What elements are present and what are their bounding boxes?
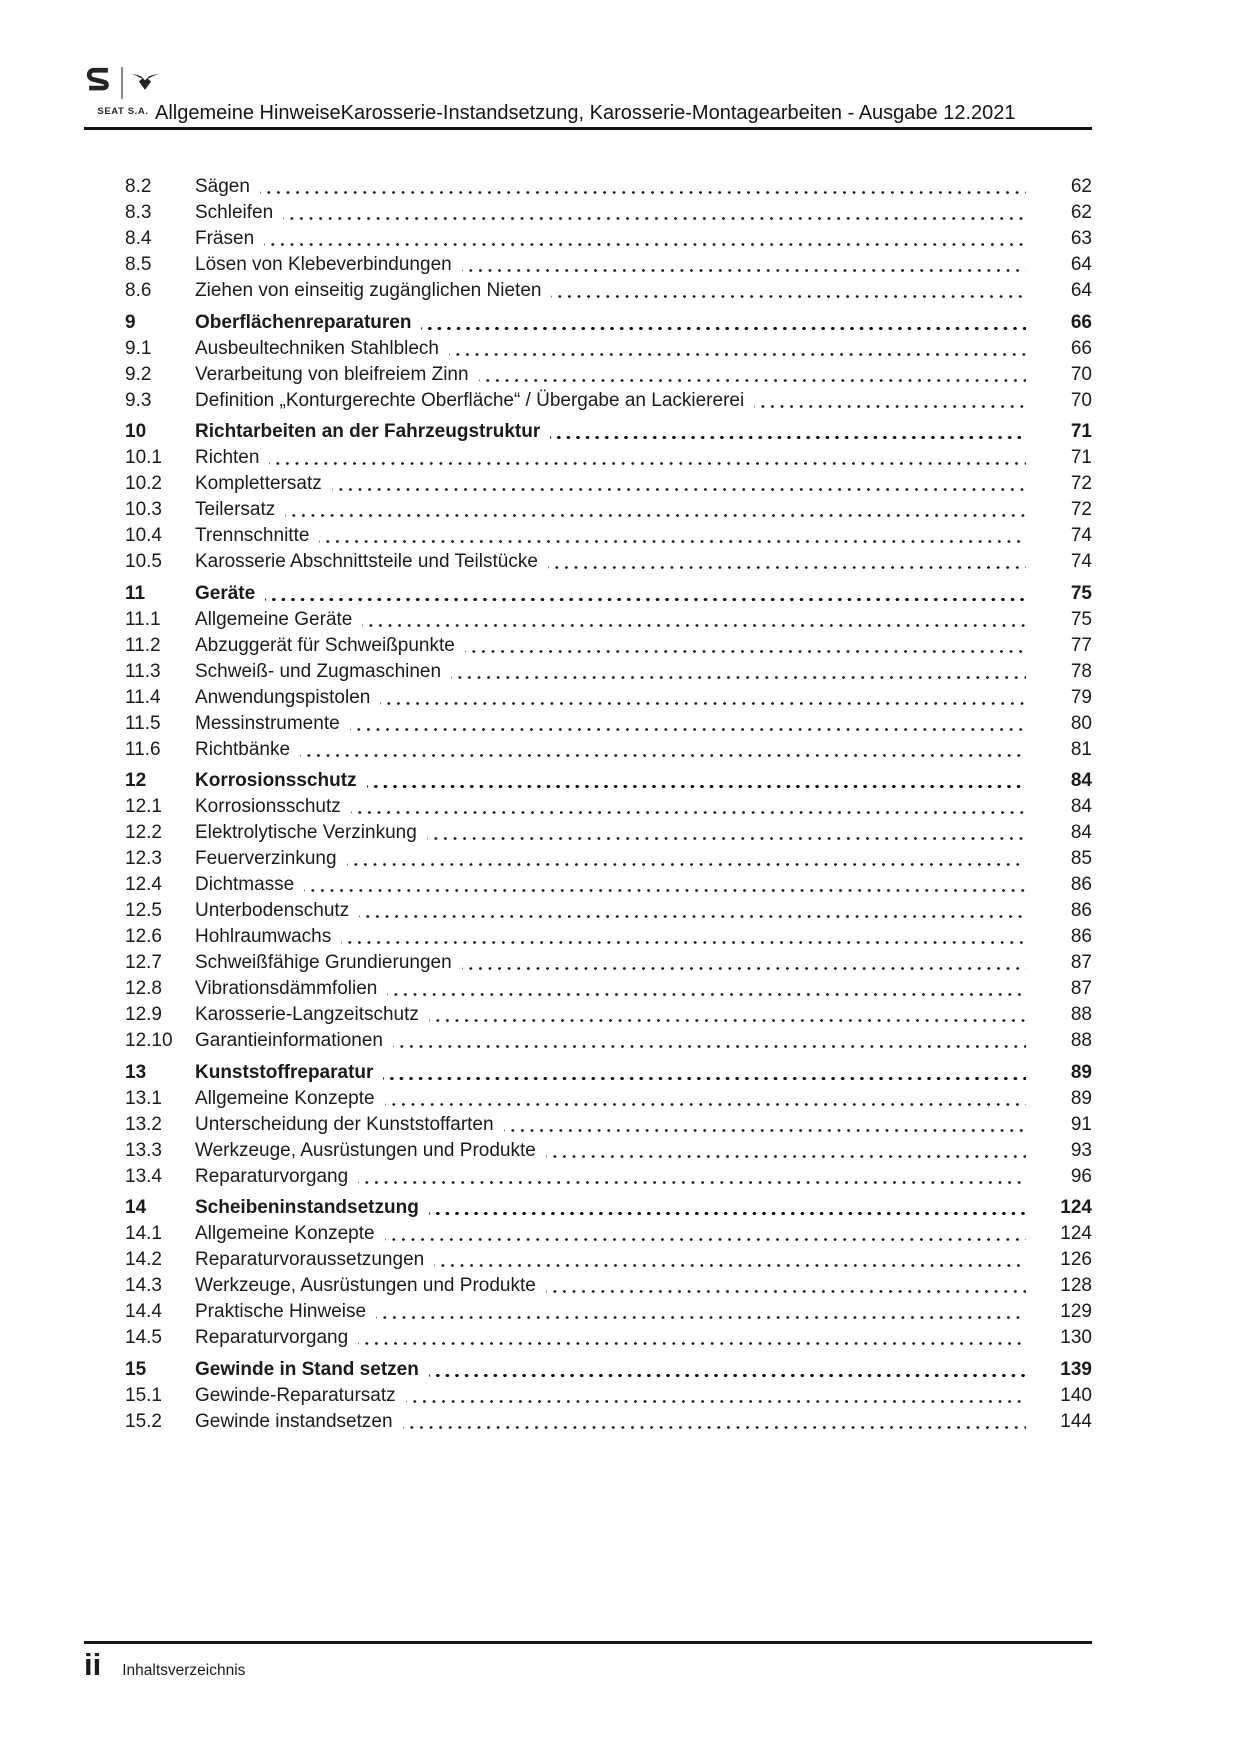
toc-dot-leader [434,1247,1026,1273]
brand-name: SEAT S.A. [97,106,149,117]
toc-row [125,1002,1092,1028]
toc-entry-title: Kunststoffreparatur [195,1061,374,1083]
toc-dot-leader [429,1195,1026,1221]
toc-row [125,200,1092,226]
toc-row [125,1195,1092,1221]
toc-entry-title: Ausbeultechniken Stahlblech [195,337,440,359]
toc-dot-leader [332,471,1026,497]
toc-entry-title: Schweißfähige Grundierungen [195,952,452,973]
toc-entry-page: 75 [1070,608,1092,630]
toc-entry-page: 72 [1070,499,1092,520]
toc-dot-leader [362,607,1026,633]
toc-entry-page: 89 [1070,1061,1092,1083]
toc-entry-number: 12.5 [125,900,162,921]
toc-entry-page: 129 [1060,1301,1092,1322]
toc-entry-number: 11.3 [125,660,161,682]
toc-entry-page: 96 [1070,1165,1092,1187]
toc-row [125,581,1092,607]
toc-row [125,1112,1092,1138]
toc-entry-title: Trennschnitte [195,525,310,546]
toc-row [125,1247,1092,1273]
toc-entry-page: 66 [1070,337,1092,359]
toc-row [125,607,1092,633]
toc-dot-leader [380,685,1026,711]
toc-entry-number: 15.2 [125,1410,162,1432]
toc-row [125,226,1092,252]
toc-dot-leader [367,768,1026,794]
toc-row [125,768,1092,794]
toc-entry-title: Gewinde instandsetzen [195,1410,393,1432]
toc-entry-title: Dichtmasse [195,874,295,895]
toc-entry-title: Sägen [195,176,250,197]
toc-row [125,1028,1092,1054]
toc-dot-leader [406,1383,1026,1409]
logo-divider [121,67,123,99]
toc-row [125,1325,1092,1351]
toc-entry-page: 79 [1070,686,1092,708]
toc-entry-page: 74 [1070,551,1092,572]
toc-entry-number: 15.1 [125,1384,162,1406]
toc-entry-title: Gewinde-Reparatursatz [195,1384,396,1406]
toc-entry-number: 12.8 [125,978,162,999]
toc-entry-page: 84 [1070,770,1092,791]
toc-row [125,278,1092,304]
toc-entry-title: Abzuggerät für Schweißpunkte [195,634,455,656]
toc-dot-leader [754,388,1026,414]
toc-dot-leader [359,898,1026,924]
toc-row [125,497,1092,523]
toc-entry-title: Verarbeitung von bleifreiem Zinn [195,363,469,385]
toc-dot-leader [462,252,1026,278]
toc-entry-page: 88 [1070,1004,1092,1025]
cupra-logo [130,66,160,101]
toc-dot-leader [462,950,1026,976]
toc-dot-leader [548,549,1026,575]
toc-entry-page: 86 [1070,900,1092,921]
toc-entry-number: 14.3 [125,1275,162,1296]
toc-entry-page: 75 [1070,582,1092,604]
toc-entry-title: Richtarbeiten an der Fahrzeugstruktur [195,421,541,442]
toc-entry-page: 62 [1070,202,1092,223]
toc-dot-leader [427,820,1026,846]
toc-entry-number: 8.2 [125,176,152,197]
toc-row [125,174,1092,200]
toc-dot-leader [551,278,1026,304]
toc-entry-title: Korrosionsschutz [195,796,341,817]
toc-entry-page: 93 [1070,1139,1092,1161]
toc-list [125,174,1092,1435]
toc-entry-page: 124 [1060,1223,1092,1244]
toc-row [125,523,1092,549]
toc-entry-title: Allgemeine Konzepte [195,1087,375,1109]
toc-entry-page: 124 [1060,1197,1092,1218]
toc-entry-page: 140 [1060,1384,1092,1406]
toc-entry-page: 71 [1070,447,1092,468]
toc-row [125,737,1092,763]
toc-entry-title: Korrosionsschutz [195,770,357,791]
toc-entry-number: 10 [125,421,147,442]
toc-entry-number: 12.3 [125,848,162,869]
toc-entry-page: 62 [1070,176,1092,197]
toc-dot-leader [479,362,1026,388]
toc-entry-title: Werkzeuge, Ausrüstungen und Produkte [195,1275,536,1296]
toc-dot-leader [265,581,1026,607]
toc-entry-title: Praktische Hinweise [195,1301,367,1322]
toc-entry-number: 13.1 [125,1087,162,1109]
toc-entry-page: 88 [1070,1030,1092,1051]
toc-entry-page: 91 [1070,1113,1092,1135]
toc-row [125,1086,1092,1112]
toc-entry-number: 9.2 [125,363,152,385]
toc-entry-number: 10.3 [125,499,162,520]
toc-row [125,471,1092,497]
toc-entry-title: Scheibeninstandsetzung [195,1197,419,1218]
toc-entry-title: Allgemeine Geräte [195,608,353,630]
toc-entry-title: Schweiß- und Zugmaschinen [195,660,442,682]
toc-dot-leader [300,737,1026,763]
toc-dot-leader [387,976,1026,1002]
toc-dot-leader [376,1299,1026,1325]
page-footer [84,1648,245,1682]
toc-entry-title: Fräsen [195,228,255,249]
toc-entry-number: 9 [125,311,136,333]
seat-logo [84,66,114,101]
toc-entry-title: Reparaturvoraussetzungen [195,1249,425,1270]
toc-entry-number: 15 [125,1358,147,1380]
toc-row [125,872,1092,898]
toc-entry-number: 10.5 [125,551,162,572]
toc-entry-number: 11.5 [125,712,161,734]
toc-entry-number: 14.5 [125,1327,162,1348]
toc-dot-leader [393,1028,1026,1054]
toc-entry-title: Lösen von Klebeverbindungen [195,254,452,275]
toc-row [125,549,1092,575]
toc-entry-title: Karosserie-Langzeitschutz [195,1004,419,1025]
toc-entry-number: 14.2 [125,1249,162,1270]
toc-entry-page: 80 [1070,712,1092,734]
toc-entry-title: Ziehen von einseitig zugänglichen Nieten [195,280,542,301]
toc-row [125,794,1092,820]
toc-entry-title: Richtbänke [195,738,291,760]
toc-row [125,1138,1092,1164]
toc-entry-page: 78 [1070,660,1092,682]
toc-dot-leader [385,1086,1026,1112]
toc-row [125,1060,1092,1086]
brand-logos [84,64,162,102]
toc-entry-number: 12 [125,770,147,791]
toc-entry-title: Komplettersatz [195,473,322,494]
toc-dot-leader [347,846,1026,872]
toc-entry-number: 13.4 [125,1165,162,1187]
toc-dot-leader [385,1221,1026,1247]
toc-entry-number: 12.4 [125,874,162,895]
toc-dot-leader [319,523,1026,549]
toc-entry-page: 64 [1070,254,1092,275]
toc-entry-number: 10.4 [125,525,162,546]
toc-row [125,820,1092,846]
toc-entry-number: 13.2 [125,1113,162,1135]
toc-row [125,1409,1092,1435]
toc-entry-number: 12.1 [125,796,162,817]
toc-dot-leader [403,1409,1026,1435]
toc-row [125,685,1092,711]
toc-entry-number: 8.5 [125,254,152,275]
toc-row [125,711,1092,737]
toc-row [125,336,1092,362]
toc-entry-number: 12.6 [125,926,162,947]
toc-dot-leader [341,924,1026,950]
toc-entry-number: 14.4 [125,1301,162,1322]
toc-entry-title: Geräte [195,582,256,604]
toc-entry-number: 12.2 [125,822,162,843]
toc-row [125,898,1092,924]
toc-entry-page: 144 [1060,1410,1092,1432]
toc-entry-page: 74 [1070,525,1092,546]
toc-dot-leader [260,174,1026,200]
toc-entry-page: 87 [1070,952,1092,973]
toc-entry-page: 70 [1070,363,1092,385]
toc-entry-number: 8.4 [125,228,152,249]
toc-entry-title: Vibrationsdämmfolien [195,978,378,999]
toc-row [125,846,1092,872]
toc-entry-page: 63 [1070,228,1092,249]
toc-row [125,1164,1092,1190]
footer-rule [84,1641,1092,1644]
toc-entry-page: 86 [1070,926,1092,947]
toc-entry-number: 12.10 [125,1030,173,1051]
toc-dot-leader [421,310,1026,336]
toc-entry-number: 14 [125,1197,147,1218]
toc-row [125,924,1092,950]
toc-entry-title: Reparaturvorgang [195,1165,349,1187]
toc-dot-leader [264,226,1026,252]
toc-entry-title: Werkzeuge, Ausrüstungen und Produkte [195,1139,536,1161]
footer-section-label: Inhaltsverzeichnis [122,1662,246,1679]
toc-entry-title: Hohlraumwachs [195,926,332,947]
toc-entry-page: 86 [1070,874,1092,895]
toc-entry-title: Gewinde in Stand setzen [195,1358,419,1380]
toc-entry-number: 11.4 [125,686,161,708]
footer-page-number: ii [84,1647,102,1682]
toc-dot-leader [546,1138,1026,1164]
toc-entry-number: 11 [125,582,146,604]
toc-entry-number: 11.1 [125,608,161,630]
toc-entry-number: 13 [125,1061,147,1083]
toc-dot-leader [269,445,1026,471]
toc-entry-title: Definition „Konturgerechte Oberfläche“ / Übergabe an Lackiererei [195,389,745,411]
toc-dot-leader [351,794,1026,820]
toc-dot-leader [465,633,1026,659]
toc-dot-leader [429,1002,1026,1028]
toc-entry-number: 14.1 [125,1223,162,1244]
toc-entry-number: 8.3 [125,202,152,223]
toc-entry-number: 9.1 [125,337,152,359]
toc-entry-page: 64 [1070,280,1092,301]
toc-row [125,950,1092,976]
toc-entry-title: Teilersatz [195,499,276,520]
toc-row [125,310,1092,336]
toc-entry-number: 11.6 [125,738,161,760]
toc-entry-page: 87 [1070,978,1092,999]
toc-entry-title: Oberflächenreparaturen [195,311,412,333]
toc-row [125,1273,1092,1299]
toc-entry-title: Reparaturvorgang [195,1327,349,1348]
toc-entry-page: 128 [1060,1275,1092,1296]
toc-entry-page: 84 [1070,796,1092,817]
toc-entry-page: 84 [1070,822,1092,843]
toc-row [125,976,1092,1002]
toc-dot-leader [550,419,1026,445]
toc-entry-page: 70 [1070,389,1092,411]
toc-entry-title: Garantieinformationen [195,1030,383,1051]
toc-entry-title: Karosserie Abschnittsteile und Teilstücke [195,551,538,572]
toc-entry-title: Messinstrumente [195,712,340,734]
toc-dot-leader [304,872,1026,898]
toc-entry-number: 10.1 [125,447,162,468]
toc-dot-leader [451,659,1026,685]
toc-dot-leader [283,200,1026,226]
toc-entry-number: 12.9 [125,1004,162,1025]
toc-entry-page: 139 [1060,1358,1092,1380]
toc-dot-leader [285,497,1026,523]
toc-entry-page: 81 [1070,738,1092,760]
toc-entry-page: 66 [1070,311,1092,333]
toc-dot-leader [449,336,1026,362]
toc-entry-number: 11.2 [125,634,161,656]
toc-row [125,388,1092,414]
brand-block [84,64,162,117]
toc-entry-title: Unterbodenschutz [195,900,350,921]
toc-entry-page: 89 [1070,1087,1092,1109]
toc-dot-leader [350,711,1026,737]
toc-entry-page: 72 [1070,473,1092,494]
toc-entry-title: Schleifen [195,202,274,223]
toc-entry-title: Elektrolytische Verzinkung [195,822,417,843]
toc-entry-page: 85 [1070,848,1092,869]
toc-entry-number: 9.3 [125,389,152,411]
toc-entry-page: 77 [1070,634,1092,656]
toc-dot-leader [358,1325,1026,1351]
toc-entry-title: Feuerverzinkung [195,848,337,869]
document-title: Allgemeine HinweiseKarosserie-Instandsetzung, Karosserie-Montagearbeiten - Ausgabe 12.2021 [155,102,1016,124]
toc-entry-page: 71 [1070,421,1092,442]
toc-dot-leader [383,1060,1026,1086]
toc-entry-title: Anwendungspistolen [195,686,371,708]
toc-entry-title: Richten [195,447,260,468]
toc-dot-leader [546,1273,1026,1299]
toc-entry-number: 10.2 [125,473,162,494]
toc-row [125,1299,1092,1325]
header-rule [84,127,1092,130]
toc-row [125,445,1092,471]
toc-dot-leader [429,1357,1026,1383]
toc-dot-leader [504,1112,1026,1138]
toc-row [125,1383,1092,1409]
toc-entry-page: 126 [1060,1249,1092,1270]
toc-row [125,1357,1092,1383]
toc-entry-number: 8.6 [125,280,152,301]
toc-row [125,252,1092,278]
toc-row [125,659,1092,685]
toc-row [125,362,1092,388]
toc-dot-leader [358,1164,1026,1190]
toc-entry-number: 13.3 [125,1139,162,1161]
toc-row [125,419,1092,445]
toc-entry-page: 130 [1060,1327,1092,1348]
toc-entry-number: 12.7 [125,952,162,973]
toc-entry-title: Unterscheidung der Kunststoffarten [195,1113,494,1135]
toc-entry-title: Allgemeine Konzepte [195,1223,375,1244]
toc-row [125,1221,1092,1247]
toc-row [125,633,1092,659]
